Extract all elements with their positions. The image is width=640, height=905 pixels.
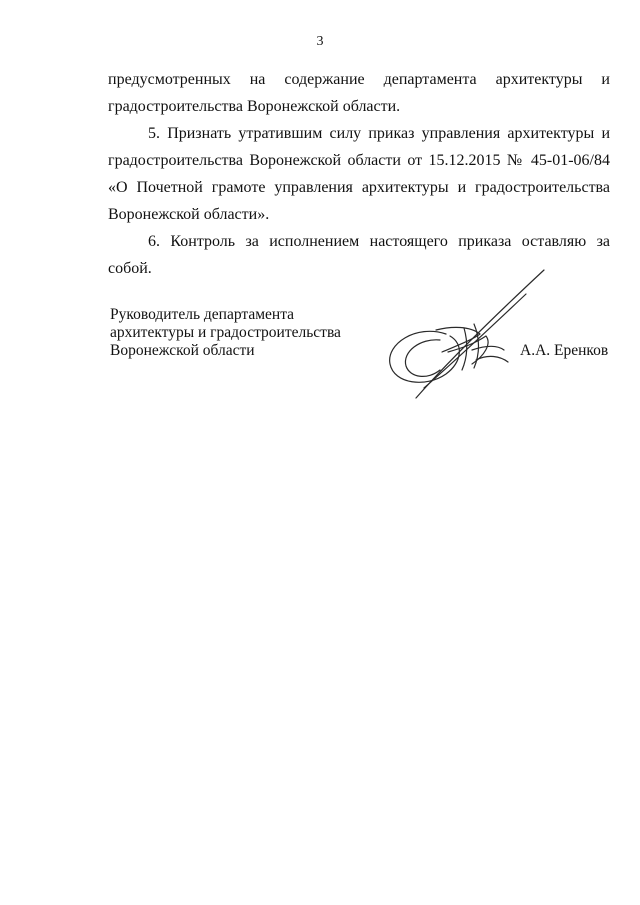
- position-line: Воронежской области: [110, 342, 255, 359]
- handwritten-signature-icon: [376, 264, 556, 404]
- paragraph-item-6: 6. Контроль за исполнением настоящего приказа оставляю за собой.: [108, 233, 610, 277]
- position-line: архитектуры и градостроительства: [110, 324, 341, 341]
- signatory-position: [110, 306, 341, 360]
- paragraph-item-5: 5. Признать утратившим силу приказ управления архитектуры и градостроительства Воронежской области от 15.12.2015 № 45-01-06/84 «О Почетной грамоте управления архитектуры и градостроительства Воронежской области».: [108, 125, 610, 223]
- signatory-name: А.А. Еренков: [520, 342, 609, 359]
- page-number: 3: [316, 34, 324, 49]
- position-line: Руководитель департамента: [110, 306, 295, 323]
- body-text: [108, 66, 610, 282]
- paragraph-continuation: предусмотренных на содержание департамента архитектуры и градостроительства Воронежской области.: [108, 71, 610, 115]
